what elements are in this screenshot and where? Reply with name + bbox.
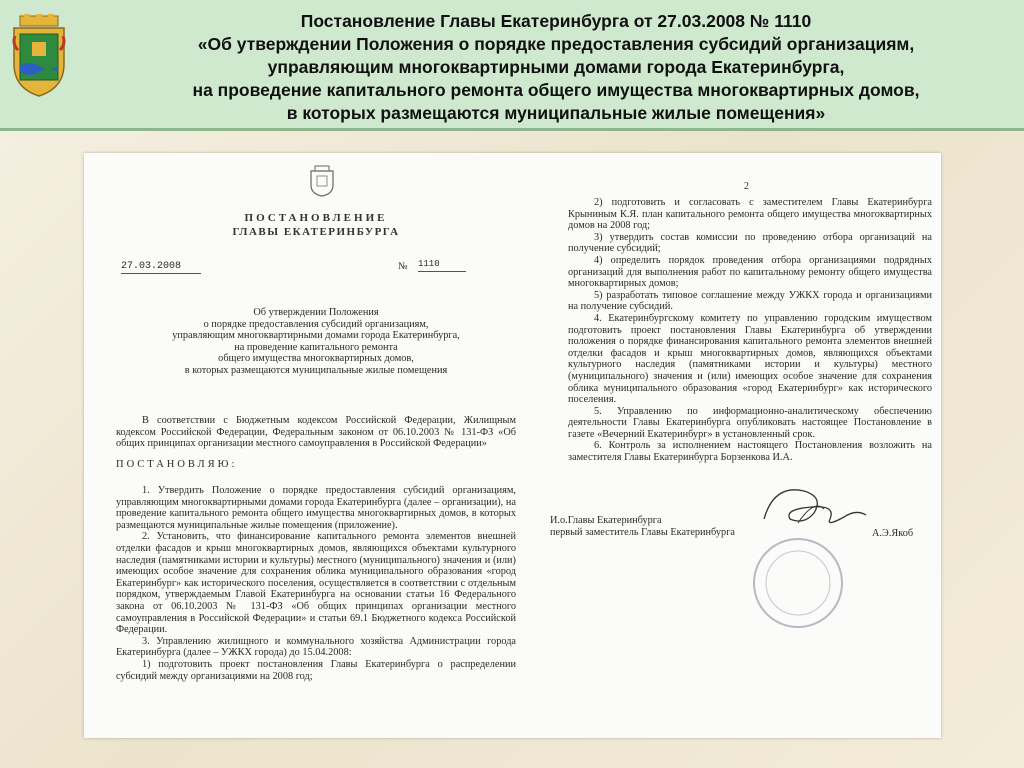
stamp-icon	[748, 533, 848, 633]
subject-line: в которых размещаются муниципальные жилые помещения	[184, 364, 448, 376]
paragraph: 1) подготовить проект постановления Главы Екатеринбурга о распределении субсидий между организациями на 2008 год;	[116, 658, 516, 682]
paragraph: 5. Управлению по информационно-аналитическому обеспечению деятельности Главы Екатеринбурга опубликовать настоящее Постановление в газете «Вечерний Екатеринбург» в установленный срок.	[568, 405, 932, 440]
right-paragraphs	[568, 197, 932, 464]
paragraph: 6. Контроль за исполнением настоящего Постановления возложить на заместителя Главы Екатеринбурга Борзенкова И.А.	[568, 440, 932, 464]
signer-name: А.Э.Якоб	[872, 528, 914, 539]
emblem-icon	[308, 165, 336, 197]
subject-line: Об утверждении Положения	[253, 307, 379, 318]
decree-word: ПОСТАНОВЛЯЮ:	[116, 459, 238, 470]
document-date: 27.03.2008	[121, 261, 201, 274]
number-sign: №	[398, 261, 408, 272]
page-number: 2	[744, 181, 749, 192]
subject-line: на проведение капитального ремонта	[234, 341, 398, 353]
slide-header	[0, 0, 1024, 131]
document-subject	[156, 307, 476, 377]
subject-line: общего имущества многоквартирных домов,	[218, 353, 414, 365]
paragraph: 5) разработать типовое соглашение между УЖКХ города и организациями на получение субсидий.	[568, 289, 932, 313]
subject-line: о порядке предоставления субсидий организациям,	[203, 318, 429, 330]
paragraph: 1. Утвердить Положение о порядке предоставления субсидий организациям, управляющим многоквартирными домами города Екатеринбурга (далее – организации), на проведение капитального ремонта общего имущества многоквартирных домов, в которых размещаются муниципальные жилые помещения (приложение).	[116, 485, 516, 531]
paragraph: 2) подготовить и согласовать с заместителем Главы Екатеринбурга Крыниным К.Я. план капитального ремонта общего имущества многоквартирных домов на 2008 год;	[568, 197, 932, 232]
signer-line: первый заместитель Главы Екатеринбурга	[550, 526, 735, 538]
title-line: в которых размещаются муниципальные жилые помещения»	[286, 103, 826, 123]
signer-line: И.о.Главы Екатеринбурга	[550, 515, 662, 526]
scanned-document	[84, 153, 941, 738]
title-line: на проведение капитального ремонта общего имущества многоквартирных домов,	[192, 80, 920, 100]
ekaterinburg-coat-of-arms-icon	[8, 14, 70, 98]
paragraph: 2. Установить, что финансирование капитального ремонта элементов внешней отделки фасадов и крыш многоквартирных домов, являющихся объектами культурного наследия (памятниками истории и культуры) местного (муниципального) значения и (или) имеющих особое значение для сохранения облика муниципального образования «город Екатеринбург» как исторического поселения, осуществляется в соответствии с отдельным порядком, утверждаемым Главой Екатеринбурга на основании статьи 16 Федерального закона от 06.10.2003 № 131-ФЗ «Об общих принципах организации местного самоуправления в Российской Федерации» и статьи 69.1 Бюджетного кодекса Российской Федерации.	[116, 531, 516, 636]
preamble	[116, 415, 516, 450]
left-paragraphs	[116, 485, 516, 682]
preamble-text: В соответствии с Бюджетным кодексом Российской Федерации, Жилищным кодексом Российской Федерации, Федеральным законом от 06.10.2003 № 131-ФЗ «Об общих принципах организации местного самоуправления в Российской Федерации»	[116, 415, 516, 450]
document-number: 1110	[418, 259, 466, 272]
subject-line: управляющим многоквартирными домами города Екатеринбурга,	[172, 330, 460, 342]
slide-title	[100, 10, 1012, 125]
paragraph: 4. Екатеринбургскому комитету по управлению городским имуществом подготовить проект постановления Главы Екатеринбурга об утверждении положения о порядке финансирования капитального ремонта элементов внешней отделки фасадов и крыш многоквартирных домов, являющихся объектами культурного наследия (памятниками истории и культуры) местного (муниципального) значения и (или) имеющих особое значение для сохранения облика муниципального образования «город Екатеринбург» как исторического поселения.	[568, 312, 932, 406]
paragraph: 3. Управлению жилищного и коммунального хозяйства Администрации города Екатеринбурга (далее – УЖКХ города) до 15.04.2008:	[116, 635, 516, 659]
document-subheading: ГЛАВЫ ЕКАТЕРИНБУРГА	[232, 226, 400, 238]
title-line: управляющим многоквартирными домами города Екатеринбурга,	[267, 57, 845, 77]
title-line: «Об утверждении Положения о порядке предоставления субсидий организациям,	[197, 34, 915, 54]
paragraph: 4) определить порядок проведения отбора организациями подрядных организаций для выполнения работ по капитальному ремонту общего имущества многоквартирных домов;	[568, 254, 932, 290]
paragraph: 3) утвердить состав комиссии по проведению отбора организаций на получение субсидий;	[568, 231, 932, 255]
document-heading: ПОСТАНОВЛЕНИЕ	[244, 212, 388, 224]
title-line: Постановление Главы Екатеринбурга от 27.03.2008 № 1110	[300, 11, 812, 31]
signer-title	[550, 515, 810, 538]
